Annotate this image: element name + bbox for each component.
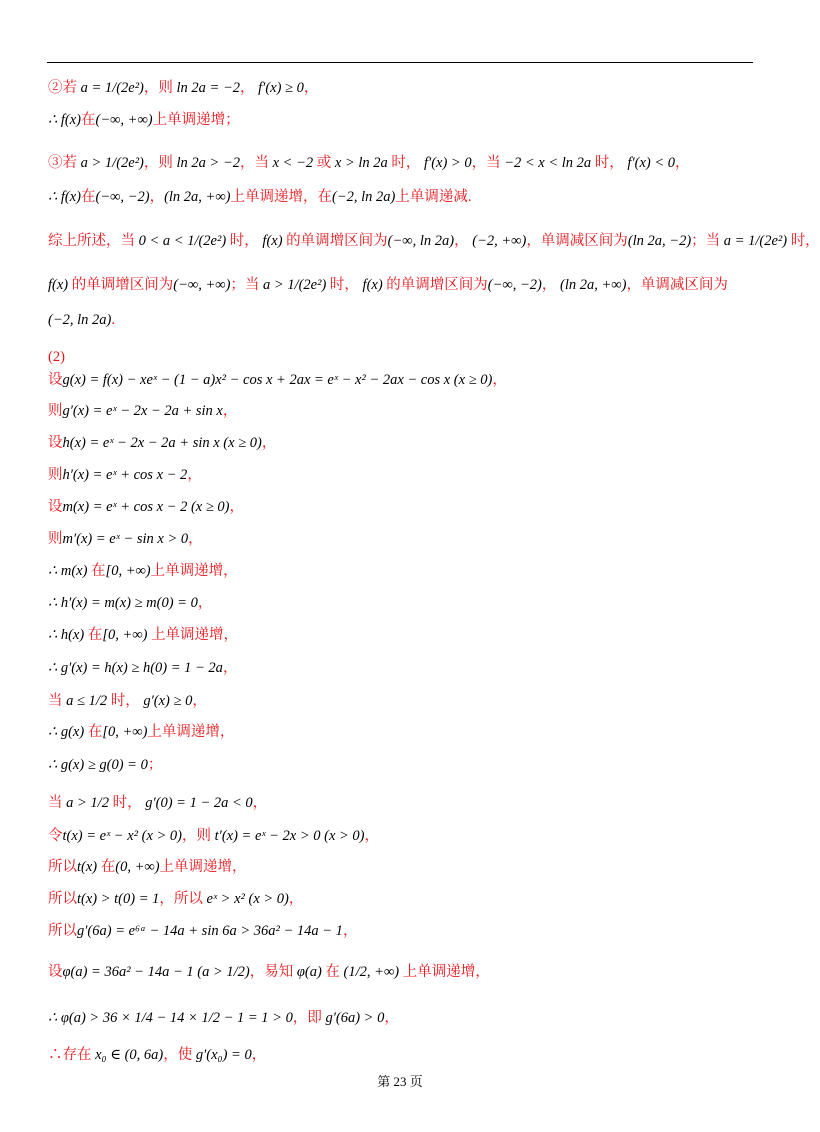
cn-text: ③若 <box>48 155 77 171</box>
math-expression: g′(0) = 1 − 2a < 0 <box>141 795 253 811</box>
cn-text: ， <box>384 1010 399 1026</box>
math-expression: ∴ f(x) <box>48 189 81 205</box>
math-expression: f(x) <box>48 277 69 293</box>
cn-text: 上单调递增， <box>147 724 235 740</box>
cn-text: ， <box>261 435 277 451</box>
cn-text: 时， <box>790 233 820 249</box>
math-expression: f′(x) > 0 <box>420 155 472 171</box>
text-line <box>48 561 238 581</box>
math-expression: ∴ f(x) <box>48 112 81 128</box>
math-expression: g(x) = f(x) − xeˣ − (1 − a)x² − cos x + 2ax = eˣ − x² − 2ax − cos x (x ≥ 0) <box>62 372 493 388</box>
math-expression: t(x) = eˣ − x² (x > 0) <box>62 828 183 844</box>
math-expression: a = 1/(2e²) <box>77 80 144 96</box>
math-expression: ∴ m(x) <box>48 563 88 579</box>
text-line <box>48 826 379 846</box>
cn-text: ；当 <box>691 233 721 249</box>
cn-text: 设 <box>48 435 63 451</box>
cn-text: 的单调增区间为 <box>386 277 488 293</box>
cn-text: 在 <box>80 189 96 205</box>
cn-text: 的单调增区间为 <box>68 277 174 293</box>
math-expression: m′(x) = eˣ − sin x > 0 <box>62 531 189 547</box>
text-line <box>48 593 212 613</box>
cn-text: 上单调递增， <box>159 859 247 875</box>
math-expression: ∴ h′(x) = m(x) ≥ m(0) = 0 <box>48 595 198 611</box>
cn-text: ， <box>364 828 380 844</box>
math-expression: a ≤ 1/2 <box>62 693 111 709</box>
cn-text: 令 <box>48 828 63 844</box>
cn-text: ， <box>240 80 255 96</box>
math-expression: [0, +∞) <box>102 724 148 740</box>
math-expression: ∴ h(x) <box>48 627 85 643</box>
cn-text: ， <box>222 660 238 676</box>
text-line <box>48 1045 266 1065</box>
math-expression: ∴ g(x) <box>48 724 85 740</box>
cn-text: ， <box>192 693 207 709</box>
cn-text: . <box>111 312 115 328</box>
cn-text: ， <box>303 80 319 96</box>
cn-text: 当 <box>48 795 63 811</box>
cn-text: 则 <box>48 467 63 483</box>
math-expression: ∴ g′(x) = h(x) ≥ h(0) = 1 − 2a <box>48 660 223 676</box>
math-expression: (−∞, ln 2a) <box>387 233 455 249</box>
text-line <box>48 110 240 130</box>
math-expression: ∴ g(x) ≥ g(0) = 0 <box>48 757 148 773</box>
cn-text: 所以 <box>48 923 77 939</box>
cn-text: ， <box>342 923 358 939</box>
text-line <box>48 529 203 549</box>
math-expression: (ln 2a, −2) <box>627 233 692 249</box>
cn-text: ，所以 <box>159 891 203 907</box>
page-footer: 第 23 页 <box>377 1074 423 1089</box>
cn-text: ， <box>454 233 469 249</box>
math-expression: f(x) <box>258 233 287 249</box>
math-expression: 0 < a < 1/(2e²) <box>135 233 230 249</box>
text-line <box>48 347 65 367</box>
cn-text: 则 <box>48 403 63 419</box>
text-line <box>48 78 318 98</box>
cn-text: ，使 <box>163 1047 193 1063</box>
cn-text: 或 <box>316 155 332 171</box>
math-expression: (−2, +∞) <box>468 233 527 249</box>
cn-text: ∴存在 <box>48 1047 92 1063</box>
math-expression: eˣ > x² (x > 0) <box>202 891 289 907</box>
cn-text: ， <box>149 189 165 205</box>
cn-text: 所以 <box>48 859 77 875</box>
text-line <box>48 755 162 775</box>
math-expression: x > ln 2a <box>331 155 392 171</box>
math-expression: (ln 2a, +∞) <box>164 189 231 205</box>
text-line <box>48 857 247 877</box>
cn-text: 设 <box>48 499 63 515</box>
text-line <box>48 497 244 517</box>
math-expression: (−2, ln 2a) <box>48 312 112 328</box>
math-expression: h′(x) = eˣ + cos x − 2 <box>62 467 188 483</box>
cn-text: 上单调递增，在 <box>230 189 332 205</box>
math-expression: a > 1/2 <box>62 795 113 811</box>
math-expression: ∴ φ(a) > 36 × 1/4 − 14 × 1/2 − 1 = 1 > 0 <box>48 1010 293 1026</box>
math-expression: [0, +∞) <box>102 627 148 643</box>
cn-text: ，则 <box>182 828 212 844</box>
cn-text: 在 <box>84 724 103 740</box>
math-expression: a > 1/(2e²) <box>77 155 144 171</box>
cn-text: ， <box>675 155 690 171</box>
math-expression: t′(x) = eˣ − 2x > 0 (x > 0) <box>211 828 365 844</box>
cn-text: 上单调递增， <box>402 964 490 980</box>
text-line <box>48 658 237 678</box>
math-expression: (−∞, −2) <box>487 277 542 293</box>
cn-text: ；当 <box>230 277 260 293</box>
math-expression: (−2, ln 2a) <box>332 189 396 205</box>
cn-text: ，单调减区间为 <box>626 277 728 293</box>
math-expression: [0, +∞) <box>105 563 151 579</box>
math-expression: φ(a) = 36a² − 14a − 1 (a > 1/2) <box>62 964 250 980</box>
math-expression: (−∞, +∞) <box>95 112 153 128</box>
cn-text: 在 <box>87 563 106 579</box>
text-line <box>48 962 490 982</box>
cn-text: 时， <box>112 795 142 811</box>
math-expression: (−∞, +∞) <box>173 277 231 293</box>
math-expression: x < −2 <box>269 155 317 171</box>
cn-text: ， <box>288 891 304 907</box>
text-line <box>48 433 276 453</box>
math-expression: h(x) = eˣ − 2x − 2a + sin x (x ≥ 0) <box>62 435 262 451</box>
math-expression: (ln 2a, +∞) <box>556 277 627 293</box>
text-line <box>48 465 202 485</box>
text-line <box>48 231 820 251</box>
cn-text: ，即 <box>292 1010 322 1026</box>
text-line <box>48 370 507 390</box>
text-line <box>48 153 690 173</box>
text-line <box>48 889 303 909</box>
cn-text: 在 <box>97 859 116 875</box>
cn-text: 上单调递增， <box>147 627 239 643</box>
math-expression: x₀ ∈ (0, 6a) <box>91 1047 164 1063</box>
cn-text: 时， <box>110 693 140 709</box>
text-line <box>48 722 234 742</box>
text-line <box>48 793 267 813</box>
math-expression: f′(x) ≥ 0 <box>254 80 304 96</box>
cn-text: 在 <box>84 627 103 643</box>
cn-text: 所以 <box>48 891 77 907</box>
cn-text: 上单调递减. <box>395 189 472 205</box>
cn-text: 则 <box>48 531 63 547</box>
math-expression: (0, +∞) <box>115 859 160 875</box>
math-expression: g′(x) ≥ 0 <box>139 693 193 709</box>
cn-text: 时， <box>594 155 624 171</box>
math-expression: f′(x) < 0 <box>623 155 675 171</box>
math-expression: g′(6a) > 0 <box>321 1010 385 1026</box>
cn-text: 时， <box>229 233 259 249</box>
math-expression: g′(x₀) = 0 <box>192 1047 252 1063</box>
text-line <box>48 921 357 941</box>
math-expression: φ(a) <box>293 964 326 980</box>
cn-text: ， <box>197 595 213 611</box>
text-line <box>48 691 207 711</box>
cn-text: ，则 <box>143 80 173 96</box>
cn-text: ， <box>492 372 507 388</box>
cn-text: ，单调减区间为 <box>526 233 628 249</box>
text-line <box>48 275 728 295</box>
math-expression: (−∞, −2) <box>95 189 150 205</box>
text-line <box>48 1008 399 1028</box>
cn-text: ，易知 <box>249 964 294 980</box>
text-line <box>48 187 471 207</box>
top-rule <box>47 62 753 63</box>
math-expression: g′(6a) = e⁶ᵃ − 14a + sin 6a > 36a² − 14a − 1 <box>77 923 343 939</box>
cn-text: ； <box>147 757 163 773</box>
cn-text: 时， <box>391 155 421 171</box>
cn-text: 设 <box>48 372 63 388</box>
math-expression: f(x) <box>358 277 387 293</box>
cn-text: ， <box>251 1047 267 1063</box>
math-expression: m(x) = eˣ + cos x − 2 (x ≥ 0) <box>62 499 230 515</box>
cn-text: (2) <box>48 349 65 365</box>
cn-text: 上单调递增， <box>150 563 238 579</box>
math-expression: a > 1/(2e²) <box>259 277 330 293</box>
cn-text: 在 <box>325 964 340 980</box>
cn-text: ，当 <box>240 155 269 171</box>
text-line <box>48 625 238 645</box>
cn-text: 在 <box>80 112 96 128</box>
cn-text: 的单调增区间为 <box>286 233 388 249</box>
cn-text: ②若 <box>48 80 77 96</box>
math-expression: g′(x) = eˣ − 2x − 2a + sin x <box>62 403 223 419</box>
cn-text: ， <box>229 499 245 515</box>
text-line <box>48 401 237 421</box>
cn-text: ， <box>188 531 203 547</box>
cn-text: ， <box>541 277 557 293</box>
cn-text: ， <box>187 467 202 483</box>
cn-text: 时， <box>329 277 359 293</box>
cn-text: ， <box>222 403 238 419</box>
text-line <box>48 310 115 330</box>
cn-text: ，当 <box>471 155 501 171</box>
cn-text: 设 <box>48 964 63 980</box>
math-expression: ln 2a = −2 <box>172 80 240 96</box>
math-expression: −2 < x < ln 2a <box>500 155 595 171</box>
math-expression: ln 2a > −2 <box>172 155 240 171</box>
cn-text: 上单调递增； <box>152 112 240 128</box>
math-expression: t(x) <box>77 859 98 875</box>
cn-text: ，则 <box>143 155 173 171</box>
math-expression: t(x) > t(0) = 1 <box>77 891 160 907</box>
math-expression: (1/2, +∞) <box>339 964 403 980</box>
math-expression: a = 1/(2e²) <box>720 233 791 249</box>
cn-text: 当 <box>48 693 63 709</box>
cn-text: ， <box>252 795 268 811</box>
cn-text: 综上所述，当 <box>48 233 135 249</box>
